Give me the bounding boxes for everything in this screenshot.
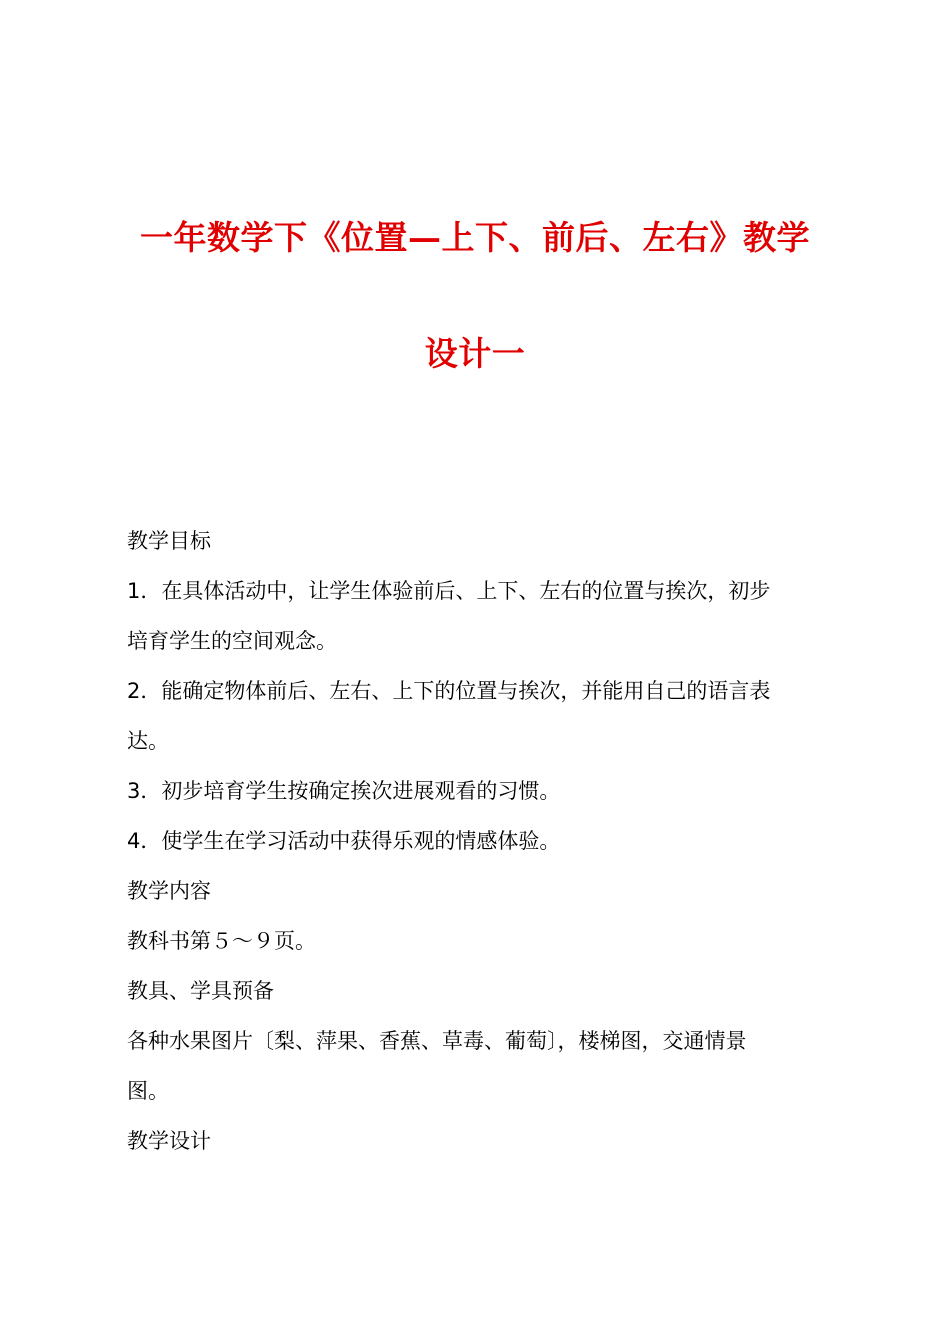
section-heading-materials: 教具、学具预备 bbox=[127, 979, 274, 1003]
section-heading-content: 教学内容 bbox=[127, 879, 211, 903]
objective-1-line-2: 培育学生的空间观念。 bbox=[127, 629, 337, 653]
materials-line-2: 图。 bbox=[127, 1079, 169, 1103]
materials-line-1: 各种水果图片〔梨、萍果、香蕉、草毒、葡萄〕，楼梯图，交通情景 bbox=[127, 1029, 747, 1053]
objective-2-line-1: 2．能确定物体前后、左右、上下的位置与挨次，并能用自己的语言表 bbox=[127, 679, 771, 703]
document-title-line-2: 设计一 bbox=[424, 334, 526, 373]
objective-3: 3．初步培育学生按确定挨次进展观看的习惯。 bbox=[127, 779, 561, 803]
objective-4: 4．使学生在学习活动中获得乐观的情感体验。 bbox=[127, 829, 561, 853]
section-heading-objectives: 教学目标 bbox=[127, 529, 211, 553]
objective-1-line-1: 1．在具体活动中，让学生体验前后、上下、左右的位置与挨次，初步 bbox=[127, 579, 771, 603]
objective-2-line-2: 达。 bbox=[127, 729, 169, 753]
content-text: 教科书第５～９页。 bbox=[127, 929, 316, 953]
document-body bbox=[127, 516, 835, 1166]
document-title-line-1: 一年数学下《位置—上下、前后、左右》教学 bbox=[140, 218, 810, 257]
section-heading-design: 教学设计 bbox=[127, 1129, 211, 1153]
